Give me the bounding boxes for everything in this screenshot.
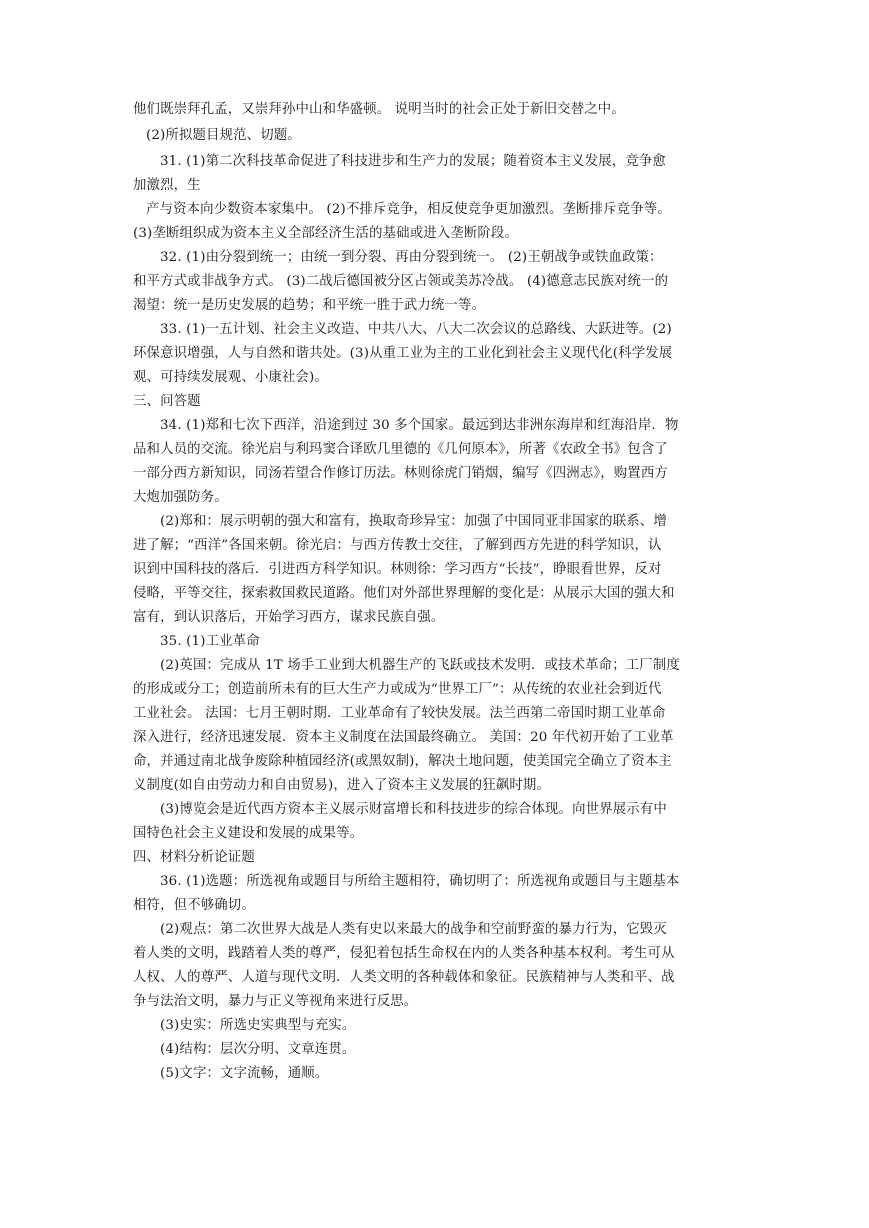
text-line: 义制度(如自由劳动力和自由贸易)，进入了资本主义发展的狂飙时期。 [133,778,550,793]
text-line: 着人类的文明，践踏着人类的尊严，侵犯着包括生命权在内的人类各种基本权利。考生可从 [133,946,675,961]
text-line: 一部分西方新知识，同汤若望合作修订历法。林则徐虎门销烟，编写《四洲志》，购置西方 [133,466,668,481]
text-line: (3)博览会是近代西方资本主义展示财富增长和科技进步的综合体现。向世界展示有中 [160,802,667,817]
text-line: (3)史实：所选史实典型与充实。 [160,1018,356,1033]
text-line: (5)文字：文字流畅，通顺。 [160,1066,329,1081]
text-line: 的形成或分工；创造前所未有的巨大生产力或成为“世界工厂”：从传统的农业社会到近代 [133,682,662,697]
text-line: 34. (1)郑和七次下西洋，沿途到过 30 多个国家。最远到达非洲东海岸和红海沿岸．物 [160,418,679,433]
text-line: 35. (1)工业革命 [160,634,260,649]
text-line: 大炮加强防务。 [133,490,228,505]
text-line: 命，并通过南北战争废除种植园经济(或黑奴制)，解决土地问题，使美国完全确立了资本主 [133,754,672,769]
text-line: 观、可持续发展观、小康社会)。 [133,370,328,385]
text-line: (4)结构：层次分明、文章连贯。 [160,1042,356,1057]
text-line: 36. (1)选题：所选视角或题目与所给主题相符，确切明了：所选视角或题目与主题基本 [160,874,680,889]
text-line: 渴望：统一是历史发展的趋势；和平统一胜于武力统一等。 [133,298,486,313]
text-line: 工业社会。 法国：七月王朝时期．工业革命有了较快发展。法兰西第二帝国时期工业革命 [133,706,666,721]
text-line: (2)英国：完成从 1T 场手工业到大机器生产的飞跃或技术发明．或技术革命；工厂制度 [160,658,680,673]
section-heading: 四、材料分析论证题 [133,850,255,865]
text-line: 31. (1)第二次科技革命促进了科技进步和生产力的发展；随着资本主义发展，竞争愈 [160,154,666,169]
text-line: 争与法治文明，暴力与正义等视角来进行反思。 [133,994,418,1009]
text-line: 环保意识增强，人与自然和谐共处。(3)从重工业为主的工业化到社会主义现代化(科学发展 [133,346,673,361]
text-line: 人权、人的尊严、人道与现代文明．人类文明的各种载体和象征。民族精神与人类和平、战 [133,970,675,985]
text-line: 和平方式或非战争方式。 (3)二战后德国被分区占领或美苏冷战。 (4)德意志民族对统一的 [133,274,669,289]
text-line: 深入进行，经济迅速发展．资本主义制度在法国最终确立。 美国：20 年代初开始了工业革 [133,730,674,745]
text-line: 品和人员的交流。徐光启与利玛窦合译欧几里德的《几何原本》，所著《农政全书》包含了 [133,442,668,457]
text-line: 侵略，平等交往，探索救国救民道路。他们对外部世界理解的变化是：从展示大国的强大和 [133,586,675,601]
text-line: 识到中国科技的落后．引进西方科学知识。林则徐：学习西方“长技”，睁眼看世界，反对 [133,562,662,577]
text-line: 国特色社会主义建设和发展的成果等。 [133,826,364,841]
text-line: (2)所拟题目规范、切题。 [146,128,301,143]
text-line: 加激烈，生 [133,178,201,193]
text-line: 33. (1)一五计划、社会主义改造、中共八大、八大二次会议的总路线、大跃进等。(2) [160,322,672,337]
text-line: 进了解；“西洋”各国来朝。徐光启：与西方传教士交往，了解到西方先进的科学知识，认 [133,538,662,553]
text-line: 32. (1)由分裂到统一；由统一到分裂、再由分裂到统一。 (2)王朝战争或铁血政策： [160,250,663,265]
text-line: (2)观点：第二次世界大战是人类有史以来最大的战争和空前野蛮的暴力行为，它毁灭 [160,922,667,937]
section-heading: 三、问答题 [133,394,201,409]
text-line: (3)垄断组织成为资本主义全部经济生活的基础或进入垄断阶段。 [133,226,519,241]
text-line: 相符，但不够确切。 [133,898,255,913]
text-line: 产与资本向少数资本家集中。 (2)不排斥竞争，相反使竞争更加激烈。垄断排斥竞争等。 [146,202,671,217]
text-line: 富有，到认识落后，开始学习西方，谋求民族自强。 [133,610,445,625]
text-line: (2)郑和：展示明朝的强大和富有，换取奇珍异宝：加强了中国同亚非国家的联系、增 [160,514,667,529]
text-line: 他们既崇拜孔孟，又崇拜孙中山和华盛顿。 说明当时的社会正处于新旧交替之中。 [133,102,625,117]
